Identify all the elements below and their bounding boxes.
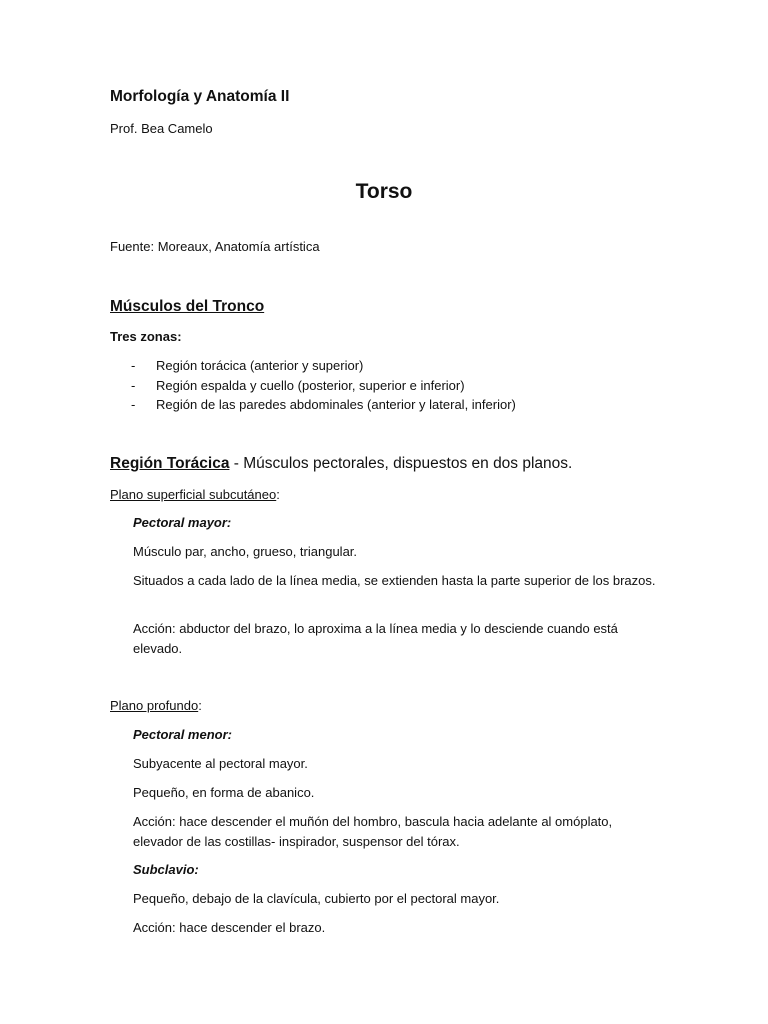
document-title: Torso bbox=[355, 180, 413, 203]
thoracic-region-subtitle: - Músculos pectorales, dispuestos en dos planos. bbox=[229, 455, 573, 472]
thoracic-region-heading bbox=[110, 453, 572, 474]
superficial-plane-title: Plano superficial subcutáneo bbox=[110, 487, 277, 502]
list-item-text: Región torácica (anterior y superior) bbox=[156, 358, 364, 373]
pectoral-minor-heading: Pectoral menor: bbox=[133, 727, 232, 742]
subclavius-heading: Subclavio: bbox=[133, 862, 199, 877]
superficial-plane-colon: : bbox=[276, 487, 280, 502]
pectoral-major-location: Situados a cada lado de la línea media, se extienden hasta la parte superior de los brazos. bbox=[133, 573, 656, 588]
professor-name: Prof. Bea Camelo bbox=[110, 121, 213, 136]
deep-plane-label bbox=[110, 696, 202, 715]
deep-plane-colon: : bbox=[198, 698, 202, 713]
pectoral-major-description: Músculo par, ancho, grueso, triangular. bbox=[133, 544, 358, 559]
list-item-text: Región espalda y cuello (posterior, superior e inferior) bbox=[156, 377, 465, 393]
pectoral-minor-position: Subyacente al pectoral mayor. bbox=[133, 756, 308, 771]
zones-label: Tres zonas: bbox=[110, 329, 182, 344]
list-item-text: Región de las paredes abdominales (anterior y lateral, inferior) bbox=[156, 397, 516, 412]
bullet-dash: - bbox=[131, 377, 136, 393]
thoracic-region-title: Región Torácica bbox=[110, 455, 230, 472]
subclavius-action: Acción: hace descender el brazo. bbox=[133, 920, 326, 935]
deep-plane-title: Plano profundo bbox=[110, 698, 199, 713]
section-heading: Músculos del Tronco bbox=[110, 298, 265, 315]
pectoral-major-heading: Pectoral mayor: bbox=[133, 515, 232, 530]
source-reference: Fuente: Moreaux, Anatomía artística bbox=[110, 239, 320, 254]
bullet-dash: - bbox=[131, 397, 136, 412]
pectoral-minor-shape: Pequeño, en forma de abanico. bbox=[133, 785, 315, 800]
subclavius-description: Pequeño, debajo de la clavícula, cubierto por el pectoral mayor. bbox=[133, 891, 500, 906]
pectoral-major-action: Acción: abductor del brazo, lo aproxima a la línea media y lo desciende cuando está elevado. bbox=[133, 621, 618, 656]
course-title: Morfología y Anatomía II bbox=[110, 88, 290, 105]
superficial-plane-label bbox=[110, 485, 280, 504]
pectoral-minor-action: Acción: hace descender el muñón del hombro, bascula hacia adelante al omóplato, elevador de las costillas- inspirador, suspensor del tórax. bbox=[133, 814, 613, 849]
bullet-dash: - bbox=[131, 358, 136, 373]
